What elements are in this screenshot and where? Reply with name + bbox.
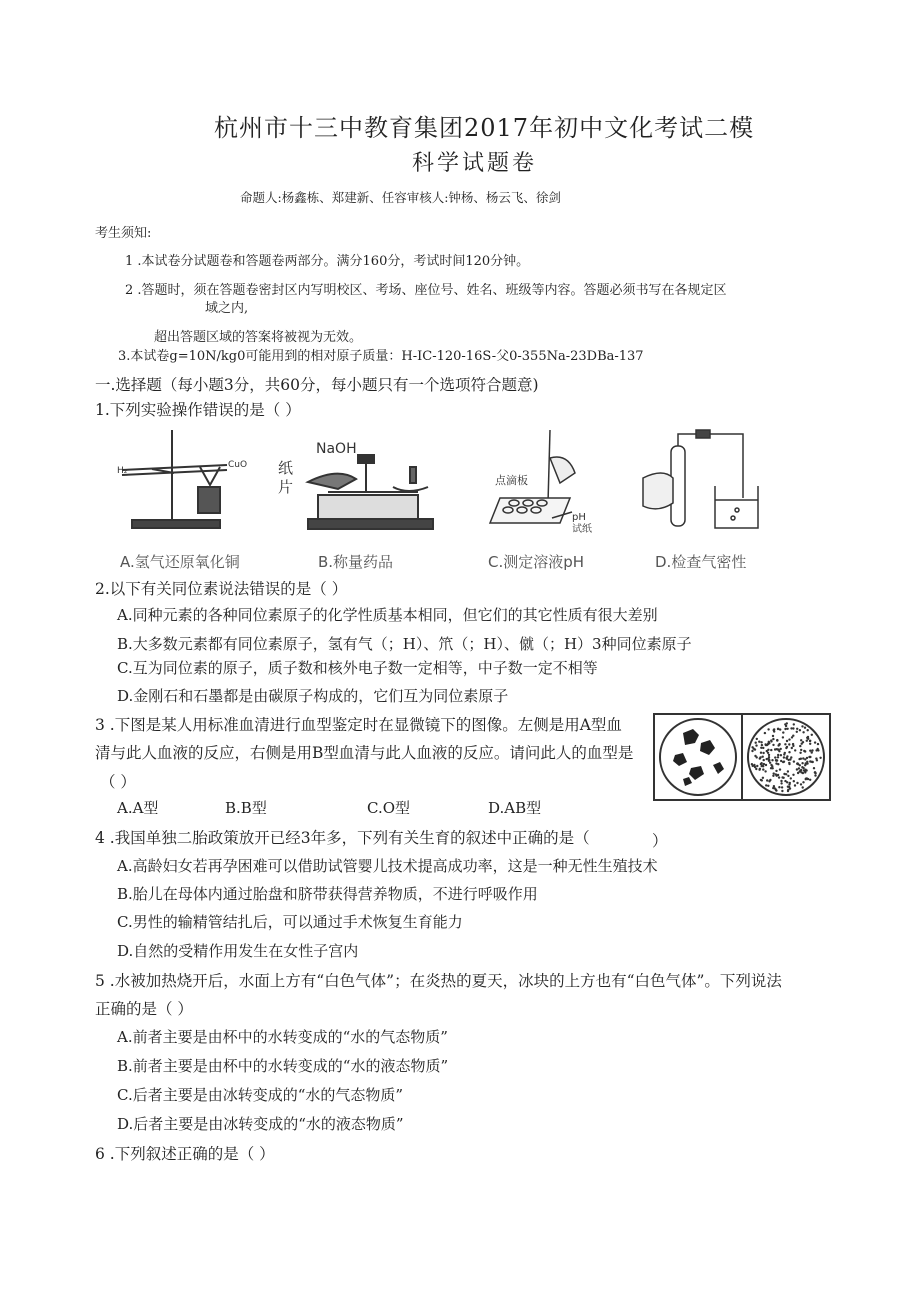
blood-cell-dot — [776, 739, 778, 741]
q3-line-2: 清与此人血液的反应，右侧是用B型血清与此人血液的反应。请问此人的血型是 — [95, 744, 634, 762]
blood-cell-dot — [758, 769, 760, 771]
blood-cell-dot — [786, 728, 788, 730]
q1-caption-b: B.称量药品 — [318, 553, 394, 571]
blood-cell-dot — [817, 743, 819, 745]
blood-cell-dot — [759, 756, 761, 758]
q1a-h2-label: H₂ — [117, 466, 128, 476]
blood-cell-dot — [796, 728, 798, 730]
blood-cell-dot — [788, 762, 790, 764]
blood-cell-dot — [787, 759, 789, 761]
blood-cell-dot — [786, 746, 788, 748]
blood-cell-dot — [781, 776, 783, 778]
notice-item-2-cont: 域之内, — [205, 301, 249, 316]
q3-blood-figure — [653, 713, 831, 801]
q1-caption-c: C.测定溶液pH — [488, 553, 585, 571]
q4-option-a: A.高龄妇女若再孕困难可以借助试管婴儿技术提高成功率，这是一种无性生殖技术 — [117, 857, 658, 875]
q5-option-a: A.前者主要是由杯中的水转变成的“水的气态物质” — [117, 1028, 448, 1046]
blood-cell-dot — [799, 745, 801, 747]
blood-cell-dot — [811, 749, 813, 751]
exam-subtitle: 科学试题卷 — [412, 151, 538, 176]
blood-cell-dot — [792, 743, 794, 745]
q2-option-c: C.互为同位素的原子，质子数和核外电子数一定相等，中子数一定不相等 — [117, 659, 598, 677]
blood-cell-dot — [766, 758, 768, 760]
blood-cell-dot — [761, 779, 763, 781]
blood-cell-dot — [763, 763, 765, 765]
blood-cell-dot — [762, 768, 764, 770]
blood-cell-dot — [783, 756, 785, 758]
blood-cell-dot — [796, 782, 798, 784]
blood-cell-dot — [802, 757, 804, 759]
blood-cell-dot — [799, 729, 801, 731]
q5-line-2: 正确的是（ ） — [95, 1000, 193, 1018]
blood-cell-dot — [778, 750, 780, 752]
blood-cell-dot — [761, 765, 763, 767]
blood-cell-dot — [793, 780, 795, 782]
blood-cell-dot — [751, 750, 753, 752]
blood-cell-dot — [773, 772, 775, 774]
blood-cell-dot — [767, 728, 769, 730]
notice-item-2: 2 .答题时，须在答题卷密封区内写明校区、考场、座位号、姓名、班级等内容。答题必须书写在各规定区 — [125, 283, 727, 298]
blood-cell-dot — [814, 771, 816, 773]
blood-cell-dot — [760, 747, 762, 749]
blood-cell-dot — [775, 760, 777, 762]
blood-cell-dot — [796, 768, 798, 770]
q5-option-c: C.后者主要是由冰转变成的“水的气态物质” — [117, 1086, 404, 1104]
q4-stem: 4 .我国单独二胎政策放开已经3年多，下列有关生育的叙述中正确的是（ — [95, 829, 590, 847]
blood-cell-dot — [785, 773, 787, 775]
q1b-naoh-label: NaOH — [316, 441, 357, 457]
blood-cell-dot — [782, 731, 784, 733]
blood-cell-dot — [809, 740, 811, 742]
q3-option-a: A.A型 — [117, 799, 159, 817]
blood-cell-dot — [780, 782, 782, 784]
blood-cell-dot — [799, 764, 801, 766]
q3-option-d: D.AB型 — [488, 799, 542, 817]
blood-cell-dot — [784, 743, 786, 745]
blood-cell-dot — [764, 770, 766, 772]
blood-cell-dot — [768, 741, 770, 743]
blood-cell-dot — [760, 741, 762, 743]
blood-cell-dot — [794, 749, 796, 751]
q1b-paper-label-2: 片 — [278, 478, 294, 496]
blood-cell-dot — [772, 738, 774, 740]
blood-cell-dot — [755, 744, 757, 746]
blood-cell-dot — [772, 735, 774, 737]
blood-cell-dot — [806, 737, 808, 739]
q1-caption-d: D.检查气密性 — [655, 553, 747, 571]
blood-cell-dot — [782, 736, 784, 738]
q5-option-d: D.后者主要是由冰转变成的“水的液态物质” — [117, 1115, 404, 1133]
blood-cell-dot — [814, 741, 816, 743]
blood-cell-dot — [801, 762, 803, 764]
q5-option-b: B.前者主要是由杯中的水转变成的“水的液态物质” — [117, 1057, 449, 1075]
blood-cell-dot — [772, 787, 774, 789]
notice-heading: 考生须知: — [95, 226, 152, 241]
blood-cell-dot — [754, 755, 756, 757]
blood-cell-dot — [816, 759, 818, 761]
blood-cell-dot — [787, 790, 789, 792]
blood-cell-dot — [778, 743, 780, 745]
blood-cell-dot — [777, 756, 779, 758]
q2-option-d: D.金刚石和石墨都是由碳原子构成的，它们互为同位素原子 — [117, 687, 509, 705]
blood-cell-dot — [802, 731, 804, 733]
blood-cell-dot — [801, 743, 803, 745]
blood-cell-dot — [809, 750, 811, 752]
blood-cell-dot — [768, 780, 770, 782]
blood-cell-dot — [774, 756, 776, 758]
blood-cell-dot — [751, 763, 753, 765]
blood-cell-dot — [781, 790, 783, 792]
blood-cell-dot — [790, 727, 792, 729]
q2-option-b: B.大多数元素都有同位素原子，氢有气（；H）、笊（；H）、僦（；H）3种同位素原子 — [117, 635, 692, 653]
blood-cell-dot — [787, 786, 789, 788]
exam-authors: 命题人:杨鑫栋、郑建新、任容审核人:钟杨、杨云飞、徐剑 — [240, 190, 561, 205]
blood-cell-dot — [784, 752, 786, 754]
blood-cell-dot — [780, 754, 782, 756]
blood-cell-dot — [767, 785, 769, 787]
blood-cell-dot — [802, 767, 804, 769]
blood-cell-dot — [772, 767, 774, 769]
blood-cell-dot — [803, 750, 805, 752]
blood-cell-dot — [762, 752, 764, 754]
q1-figure-b — [278, 437, 453, 535]
blood-cell-dot — [805, 762, 807, 764]
blood-cell-dot — [788, 738, 790, 740]
blood-cell-dot — [777, 763, 779, 765]
q2-stem: 2.以下有关同位素说法错误的是（ ） — [95, 580, 348, 598]
blood-cell-dot — [791, 736, 793, 738]
notice-item-2-tail: 超出答题区域的答案将被视为无效。 — [154, 330, 363, 345]
blood-cell-dot — [793, 723, 795, 725]
blood-cell-dot — [784, 723, 786, 725]
blood-cell-dot — [801, 725, 803, 727]
blood-cell-dot — [778, 786, 780, 788]
blood-cell-dot — [781, 786, 783, 788]
blood-cell-dot — [756, 738, 758, 740]
blood-cell-dot — [804, 727, 806, 729]
blood-cell-dot — [790, 777, 792, 779]
notice-item-3: 3.本试卷g=10N/kg0可能用到的相对原子质量：H-IC-120-16S-父0-355Na-23DBa-137 — [118, 349, 644, 364]
q1a-cuo-label: CuO — [228, 460, 248, 470]
q4-option-b: B.胎儿在母体内通过胎盘和脐带获得营养物质，不进行呼吸作用 — [117, 885, 538, 903]
blood-cell-dot — [760, 752, 762, 754]
q3-line-1: 3 .下图是某人用标准血清进行血型鉴定时在显微镜下的图像。左侧是用A型血 — [95, 716, 622, 734]
blood-cell-dot — [800, 783, 802, 785]
blood-cell-dot — [772, 775, 774, 777]
q1-figure-a — [112, 425, 252, 535]
blood-cell-dot — [772, 744, 774, 746]
blood-cell-dot — [807, 729, 809, 731]
blood-cell-dot — [768, 754, 770, 756]
blood-cell-dot — [762, 777, 764, 779]
blood-cell-dot — [784, 780, 786, 782]
blood-cell-dot — [809, 743, 811, 745]
blood-cell-dot — [777, 754, 779, 756]
blood-cell-dot — [764, 743, 766, 745]
blood-cell-dot — [770, 749, 772, 751]
blood-cell-dot — [788, 743, 790, 745]
blood-cell-dot — [796, 731, 798, 733]
q2-option-a: A.同种元素的各种同位素原子的化学性质基本相同，但它们的其它性质有很大差别 — [117, 606, 658, 624]
blood-cell-dot — [775, 773, 777, 775]
blood-cell-dot — [756, 765, 758, 767]
blood-cell-dot — [790, 756, 792, 758]
blood-cell-dot — [762, 756, 764, 758]
blood-cell-dot — [755, 742, 757, 744]
blood-cell-dot — [765, 764, 767, 766]
q4-option-c: C.男性的输精管结扎后，可以通过手术恢复生育能力 — [117, 913, 463, 931]
blood-cell-dot — [813, 767, 815, 769]
blood-cell-dot — [770, 764, 772, 766]
q1-stem: 1.下列实验操作错误的是（ ） — [95, 401, 301, 419]
q5-line-1: 5 .水被加热烧开后，水面上方有“白色气体”；在炎热的夏天，冰块的上方也有“白色气体”。下列说法 — [95, 972, 782, 990]
blood-cell-dot — [776, 748, 778, 750]
blood-cell-dot — [767, 749, 769, 751]
blood-cell-dot — [770, 739, 772, 741]
blood-cell-dot — [758, 741, 760, 743]
blood-cell-dot — [787, 770, 789, 772]
blood-cell-dot — [784, 728, 786, 730]
q1-figure-d — [633, 428, 763, 536]
blood-cell-dot — [780, 760, 782, 762]
q1c-plate-label: 点滴板 — [495, 474, 528, 487]
blood-cell-dot — [764, 732, 766, 734]
blood-cell-dot — [787, 775, 789, 777]
q3-line-3: （ ） — [100, 773, 136, 791]
blood-cell-dot — [788, 751, 790, 753]
blood-cell-dot — [765, 784, 767, 786]
blood-cell-dot — [778, 776, 780, 778]
q4-option-d: D.自然的受精作用发生在女性子宫内 — [117, 942, 359, 960]
exam-title: 杭州市十三中教育集团2017年初中文化考试二模 — [214, 114, 755, 142]
blood-cell-dot — [805, 778, 807, 780]
q1c-ph-label-1: pH — [572, 512, 586, 523]
q3-option-c: C.O型 — [367, 799, 411, 817]
q1-figure-c — [480, 428, 610, 536]
blood-cell-dot — [796, 762, 798, 764]
blood-cell-dot — [779, 768, 781, 770]
blood-cell-dot — [811, 761, 813, 763]
blood-cell-dot — [779, 728, 781, 730]
blood-cell-dot — [799, 752, 801, 754]
q6-stem: 6 .下列叙述正确的是（ ） — [95, 1145, 275, 1163]
q3-option-b: B.B型 — [225, 799, 267, 817]
blood-cell-dot — [802, 786, 804, 788]
blood-cell-dot — [802, 781, 804, 783]
blood-cell-dot — [786, 755, 788, 757]
blood-cell-dot — [794, 784, 796, 786]
blood-cell-dot — [799, 770, 801, 772]
blood-cell-dot — [800, 758, 802, 760]
blood-cell-dot — [777, 728, 779, 730]
blood-cell-dot — [751, 746, 753, 748]
blood-cell-dot — [791, 747, 793, 749]
blood-cell-dot — [767, 752, 769, 754]
blood-cell-dot — [808, 756, 810, 758]
blood-cell-dot — [777, 774, 779, 776]
q1-caption-a: A.氢气还原氧化铜 — [120, 553, 240, 571]
q1c-ph-label-2: 试纸 — [572, 524, 592, 535]
q4-stem-end: ） — [652, 832, 668, 850]
blood-cell-dot — [775, 770, 777, 772]
blood-cell-dot — [800, 739, 802, 741]
blood-cell-dot — [761, 744, 763, 746]
blood-cell-dot — [773, 729, 775, 731]
blood-cell-dot — [793, 760, 795, 762]
section-heading: 一.选择题（每小题3分，共60分，每小题只有一个选项符合题意) — [95, 376, 539, 394]
notice-item-1: 1 .本试卷分试题卷和答题卷两部分。满分160分，考试时间120分钟。 — [125, 254, 530, 269]
blood-cell-dot — [819, 757, 821, 759]
blood-cell-dot — [775, 789, 777, 791]
blood-cell-dot — [780, 780, 782, 782]
blood-cell-dot — [760, 762, 762, 764]
q1b-paper-label-1: 纸 — [278, 459, 294, 477]
blood-cell-dot — [754, 766, 756, 768]
blood-cell-dot — [809, 779, 811, 781]
blood-cell-dot — [792, 774, 794, 776]
blood-cell-dot — [768, 760, 770, 762]
blood-cell-dot — [811, 734, 813, 736]
blood-cell-dot — [805, 769, 807, 771]
blood-cell-dot — [817, 749, 819, 751]
blood-cell-dot — [814, 774, 816, 776]
blood-cell-dot — [763, 759, 765, 761]
blood-cell-dot — [800, 749, 802, 751]
blood-cell-dot — [766, 779, 768, 781]
blood-cell-dot — [786, 740, 788, 742]
blood-cell-dot — [771, 759, 773, 761]
blood-cell-dot — [753, 764, 755, 766]
blood-cell-dot — [789, 782, 791, 784]
